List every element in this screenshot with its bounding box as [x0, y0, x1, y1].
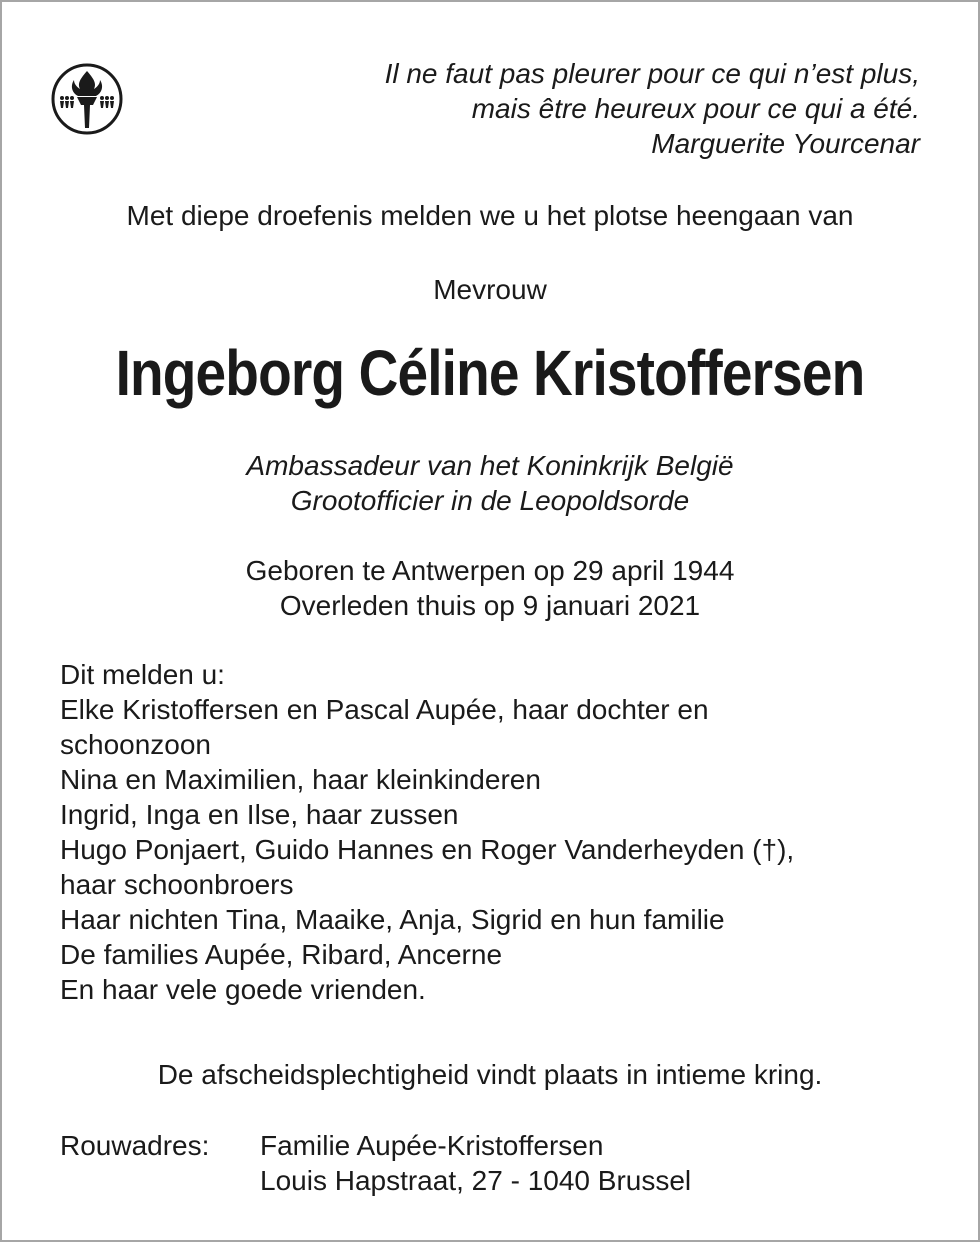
death-date: Overleden thuis op 9 januari 2021 — [279, 590, 701, 621]
birth-date: Geboren te Antwerpen op 29 april 1944 — [245, 555, 735, 586]
torch-emblem-icon — [50, 62, 124, 136]
life-dates — [2, 553, 978, 623]
list-item: Nina en Maximilien, haar kleinkinderen — [60, 764, 541, 795]
honors — [2, 448, 978, 518]
address-lines — [260, 1128, 691, 1198]
list-item: schoonzoon — [60, 729, 212, 760]
mourners-heading: Dit melden u: — [60, 659, 225, 690]
quote-line: Il ne faut pas pleurer pour ce qui n’est plus, — [384, 58, 920, 89]
address-label: Rouwadres: — [60, 1130, 210, 1161]
mourners-list — [60, 657, 920, 1007]
deceased-name: Ingeborg Céline Kristoffersen — [115, 337, 865, 409]
ceremony-notice: De afscheidsplechtigheid vindt plaats in intieme kring. — [157, 1059, 823, 1090]
list-item: Elke Kristoffersen en Pascal Aupée, haar dochter en — [60, 694, 709, 725]
address-line: Louis Hapstraat, 27 - 1040 Brussel — [260, 1165, 692, 1196]
quote-line: mais être heureux pour ce qui a été. — [471, 93, 920, 124]
honor-line: Ambassadeur van het Koninkrijk België — [246, 450, 734, 481]
quote-author: Marguerite Yourcenar — [651, 128, 920, 159]
list-item: Ingrid, Inga en Ilse, haar zussen — [60, 799, 459, 830]
honorific: Mevrouw — [433, 274, 547, 305]
list-item: Haar nichten Tina, Maaike, Anja, Sigrid en hun familie — [60, 904, 725, 935]
honor-line: Grootofficier in de Leopoldsorde — [290, 485, 690, 516]
list-item: Hugo Ponjaert, Guido Hannes en Roger Vanderheyden (†), — [60, 834, 795, 865]
list-item: haar schoonbroers — [60, 869, 294, 900]
list-item: De families Aupée, Ribard, Ancerne — [60, 939, 503, 970]
address-line: Familie Aupée-Kristoffersen — [260, 1130, 604, 1161]
list-item: En haar vele goede vrienden. — [60, 974, 426, 1005]
intro-text: Met diepe droefenis melden we u het plotse heengaan van — [126, 200, 854, 231]
quote — [385, 56, 920, 161]
